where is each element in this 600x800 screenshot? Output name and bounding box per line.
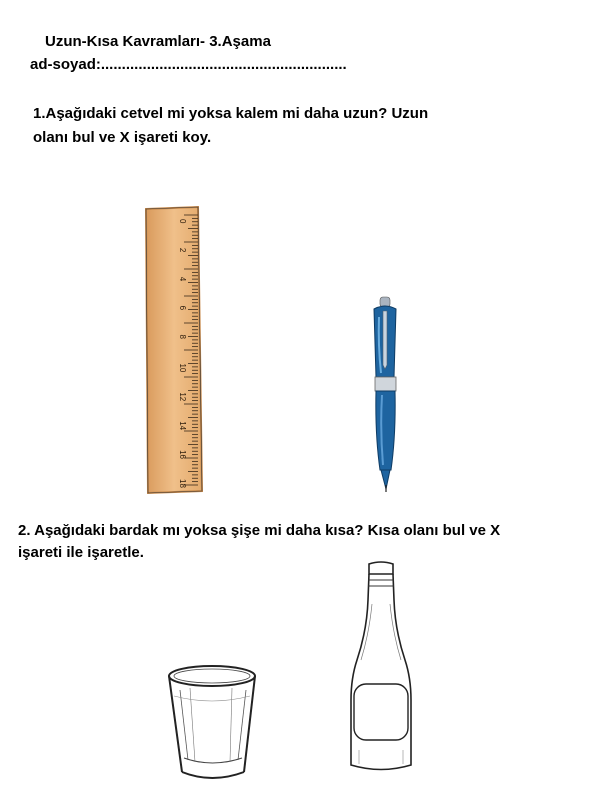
pen-image[interactable] [360,295,410,495]
question-2-line-1: 2. Aşağıdaki bardak mı yoksa şişe mi daha kısa? Kısa olanı bul ve X [18,522,501,539]
ruler-number: 16 [178,450,187,460]
question-1-line-1: 1.Aşağıdaki cetvel mi yoksa kalem mi daha uzun? Uzun [33,105,429,122]
worksheet-title: Uzun-Kısa Kavramları- 3.Aşama [45,33,271,50]
question-1-line-2: olanı bul ve X işareti koy. [33,129,212,146]
name-line: ad-soyad:........................................................... [30,56,347,73]
ruler-number: 0 [178,219,187,224]
question-2-line-2: işareti ile işaretle. [18,544,144,561]
ruler-number: 12 [178,392,187,402]
ruler-number: 4 [178,276,187,282]
ruler-number: 2 [178,247,187,253]
ruler-number: 8 [178,334,187,340]
ruler-number: 14 [178,421,187,431]
ruler-number: 6 [178,305,187,311]
ruler-number: 18 [178,479,187,488]
ruler-number: 10 [178,363,187,373]
bottle-image[interactable] [345,560,425,785]
glass-image[interactable] [162,660,262,785]
ruler-image[interactable] [140,205,208,495]
